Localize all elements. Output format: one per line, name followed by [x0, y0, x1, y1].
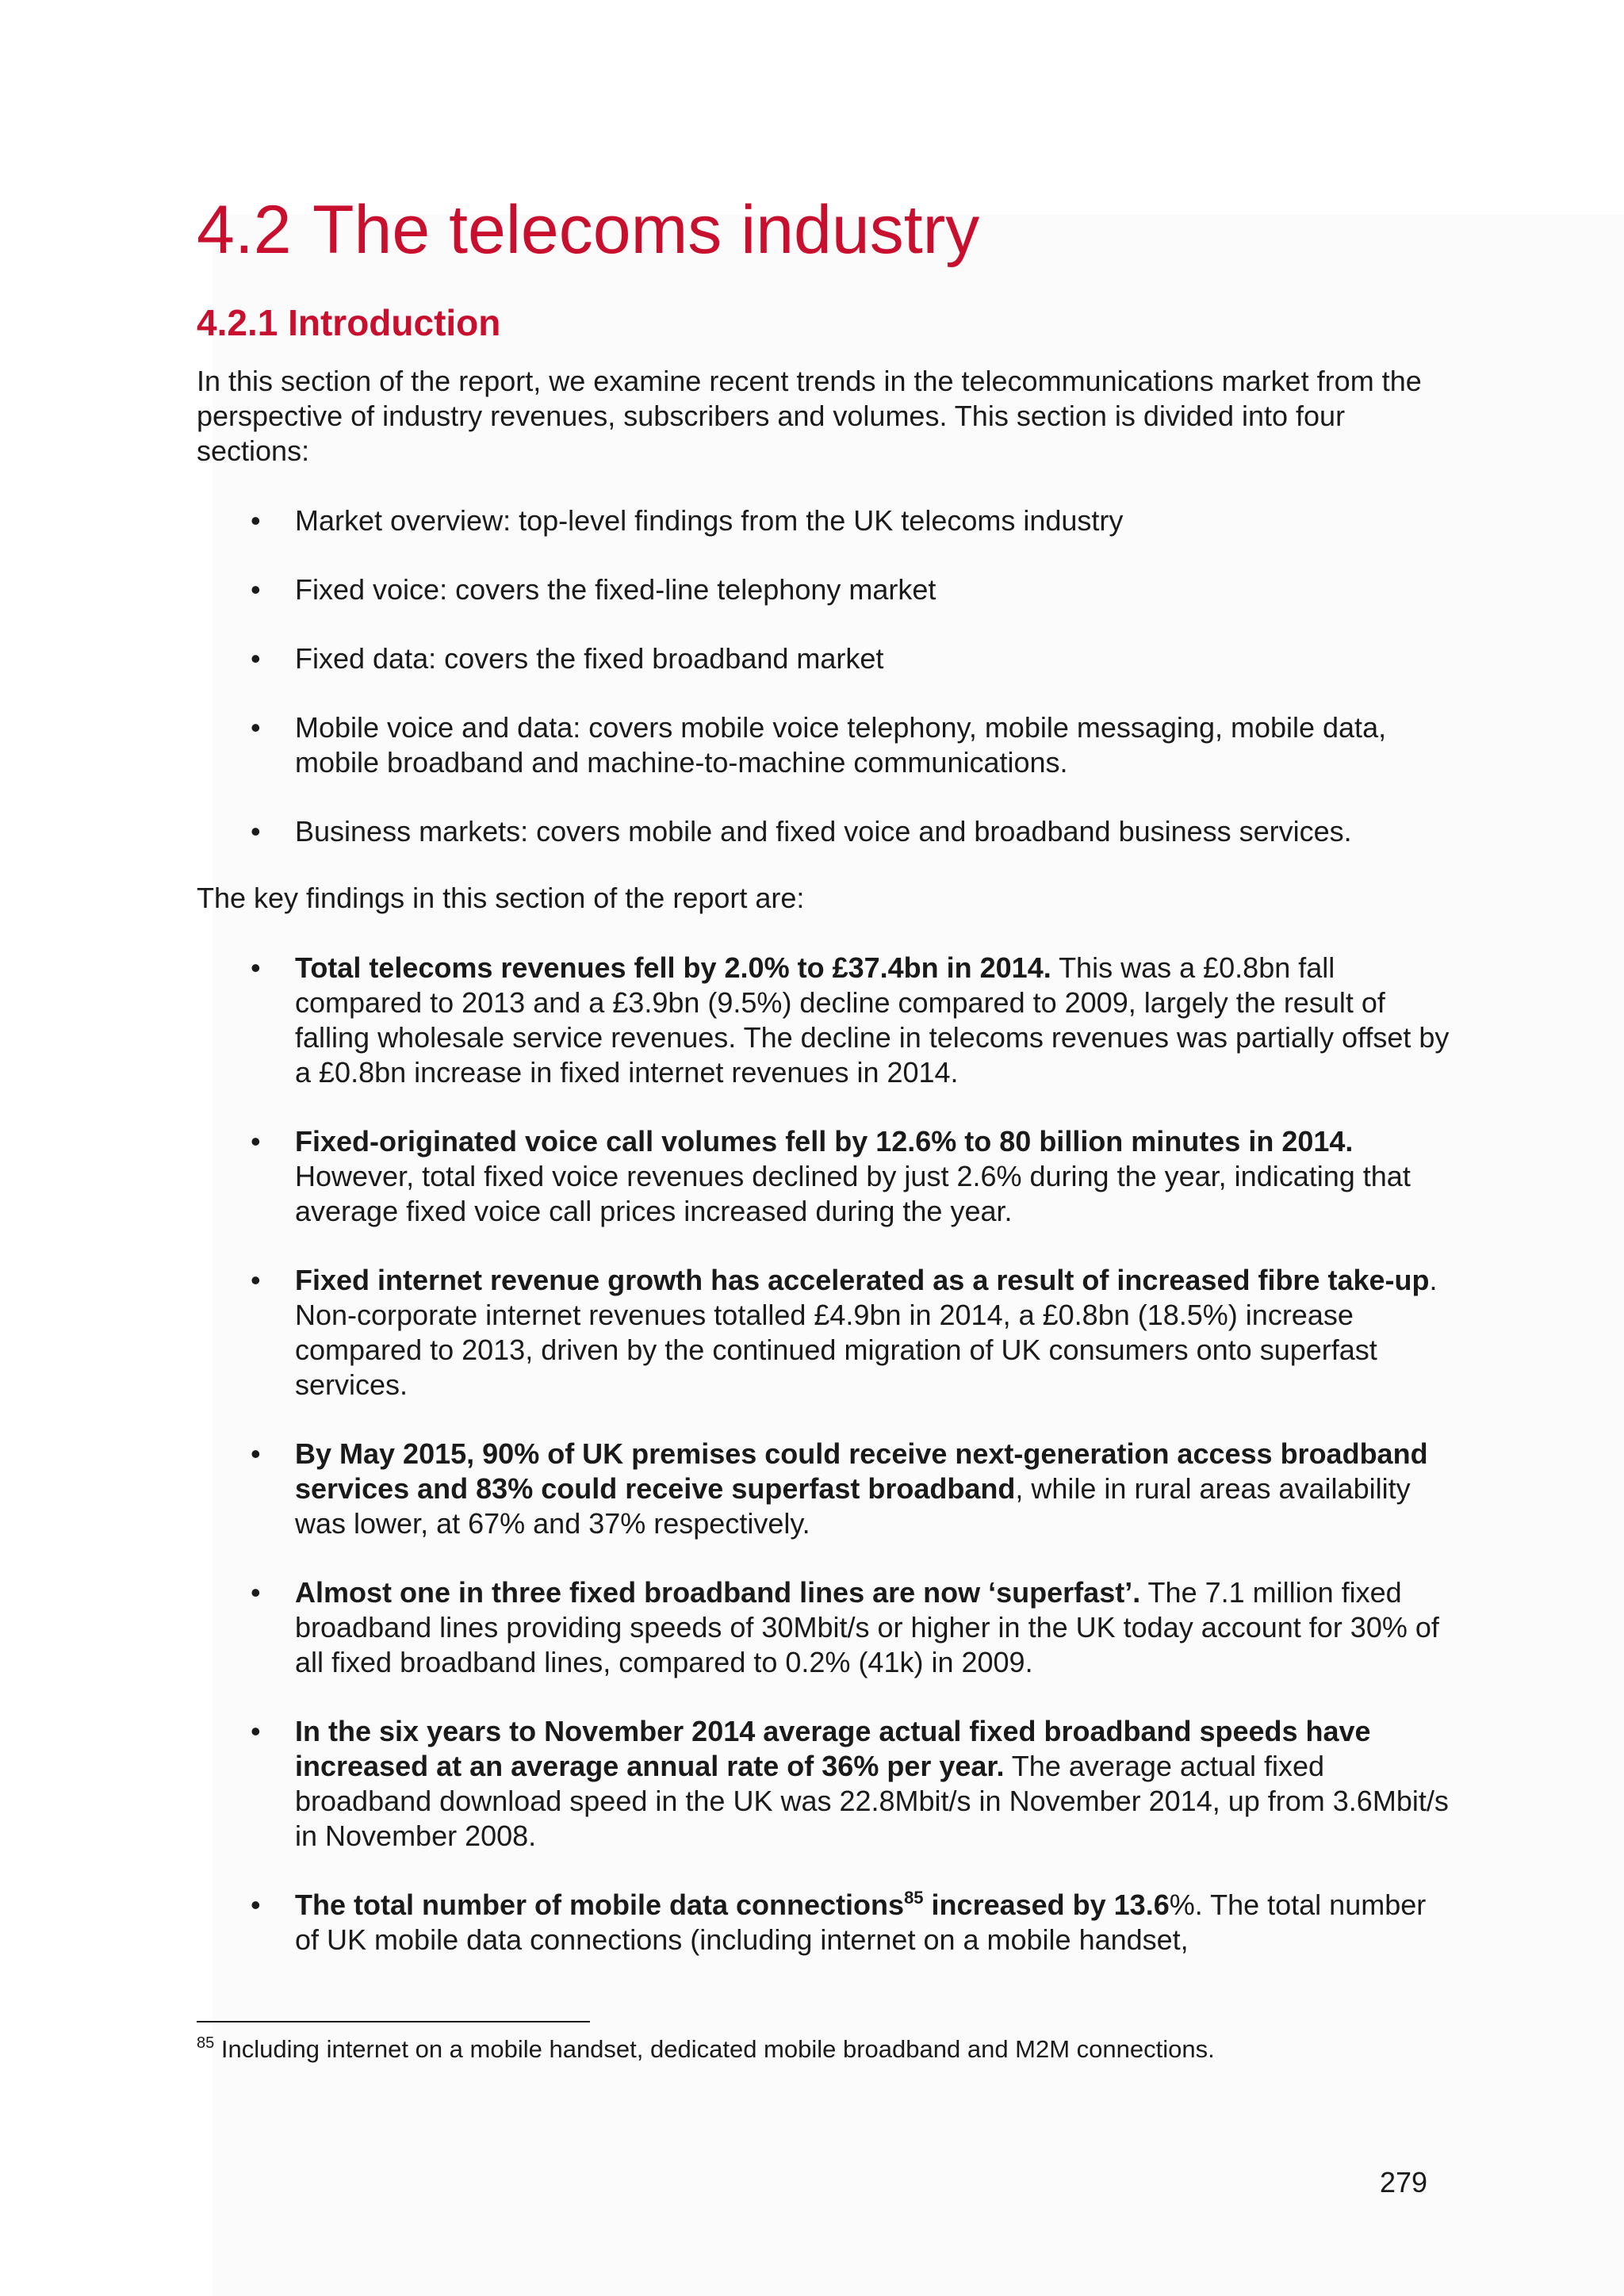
bullet-icon: •	[251, 1125, 261, 1158]
key-finding-bold: increased by 13.6	[923, 1888, 1170, 1921]
footnote	[197, 2034, 1215, 2064]
bullet-icon: •	[251, 1715, 261, 1747]
bullet-icon: •	[251, 711, 261, 744]
key-finding-item	[197, 1888, 1450, 1957]
page-number: 279	[1380, 2166, 1428, 2198]
bullet-icon: •	[251, 1576, 261, 1609]
list-item	[197, 710, 1450, 780]
key-finding-bold: By May 2015, 90% of UK premises could receive next-generation access broadband services and 83% could receive superfast broadband	[295, 1437, 1428, 1505]
key-finding-item	[197, 1437, 1450, 1541]
bullet-icon: •	[251, 504, 261, 537]
section-heading	[197, 193, 979, 268]
key-finding-bold: The total number of mobile data connections	[295, 1888, 905, 1921]
key-finding-text: %. The total number of UK mobile data connections (including internet on a mobile handset,	[295, 1888, 1427, 1956]
key-finding-text: The 7.1 million fixed broadband lines providing speeds of 30Mbit/s or higher in the UK today account for 30% of all fixed broadband lines, compared to 0.2% (41k) in 2009.	[295, 1576, 1439, 1678]
key-finding-bold: Fixed internet revenue growth has accelerated as a result of increased fibre take-up	[295, 1264, 1430, 1296]
list-item	[197, 814, 1450, 849]
key-finding-item	[197, 951, 1450, 1090]
key-findings-intro: The key findings in this section of the report are:	[197, 882, 805, 914]
subsection-heading: 4.2.1 Introduction	[197, 302, 501, 343]
key-finding-item	[197, 1714, 1450, 1854]
list-item	[197, 641, 1450, 676]
section-title: The telecoms industry	[312, 192, 980, 268]
key-finding-item	[197, 1124, 1450, 1229]
bullet-icon: •	[251, 815, 261, 848]
list-item	[197, 572, 1450, 607]
bullet-icon: •	[251, 1264, 261, 1296]
footnote-number: 85	[197, 2034, 215, 2052]
list-item-text: Mobile voice and data: covers mobile voice telephony, mobile messaging, mobile data, mobile broadband and machine-to-machine communications.	[295, 711, 1387, 779]
section-number: 4.2	[197, 192, 292, 268]
key-finding-bold: In the six years to November 2014 average actual fixed broadband speeds have increased at an average annual rate of 36% per year.	[295, 1715, 1371, 1782]
list-item-text: Fixed data: covers the fixed broadband market	[295, 642, 884, 675]
key-finding-text: . Non-corporate internet revenues totalled £4.9bn in 2014, a £0.8bn (18.5%) increase compared to 2013, driven by the continued migration of UK consumers onto superfast services.	[295, 1264, 1438, 1401]
key-finding-item	[197, 1263, 1450, 1402]
key-finding-item	[197, 1575, 1450, 1680]
footnote-text: Including internet on a mobile handset, dedicated mobile broadband and M2M connections.	[214, 2035, 1215, 2063]
key-finding-text: However, total fixed voice revenues declined by just 2.6% during the year, indicating that average fixed voice call prices increased during the year.	[295, 1160, 1411, 1227]
list-item	[197, 503, 1450, 538]
key-findings-list	[197, 951, 1450, 1992]
bullet-icon: •	[251, 951, 261, 984]
list-item-text: Fixed voice: covers the fixed-line telephony market	[295, 573, 936, 606]
key-finding-bold: Fixed-originated voice call volumes fell by 12.6% to 80 billion minutes in 2014.	[295, 1125, 1354, 1158]
list-item-text: Market overview: top-level findings from the UK telecoms industry	[295, 504, 1124, 537]
list-item-text: Business markets: covers mobile and fixed voice and broadband business services.	[295, 815, 1352, 848]
key-finding-bold: Total telecoms revenues fell by 2.0% to £37.4bn in 2014.	[295, 951, 1051, 984]
bullet-icon: •	[251, 573, 261, 606]
bullet-icon: •	[251, 1437, 261, 1470]
bullet-icon: •	[251, 1888, 261, 1921]
footnote-separator	[197, 2021, 590, 2022]
intro-paragraph: In this section of the report, we examine recent trends in the telecommunications market from the perspective of industry revenues, subscribers and volumes. This section is divided into four sections:	[197, 365, 1422, 467]
footnote-reference[interactable]: 85	[904, 1888, 924, 1908]
sections-list	[197, 503, 1450, 883]
key-finding-text: The average actual fixed broadband download speed in the UK was 22.8Mbit/s in November 2014, up from 3.6Mbit/s in November 2008.	[295, 1750, 1449, 1852]
key-finding-text: , while in rural areas availability was lower, at 67% and 37% respectively.	[295, 1472, 1411, 1540]
key-finding-text: This was a £0.8bn fall compared to 2013 and a £3.9bn (9.5%) decline compared to 2009, largely the result of falling wholesale service revenues. The decline in telecoms revenues was partially offset by a £0.8bn increase in fixed internet revenues in 2014.	[295, 951, 1450, 1089]
key-finding-bold: Almost one in three fixed broadband lines are now ‘superfast’.	[295, 1576, 1141, 1609]
bullet-icon: •	[251, 642, 261, 675]
